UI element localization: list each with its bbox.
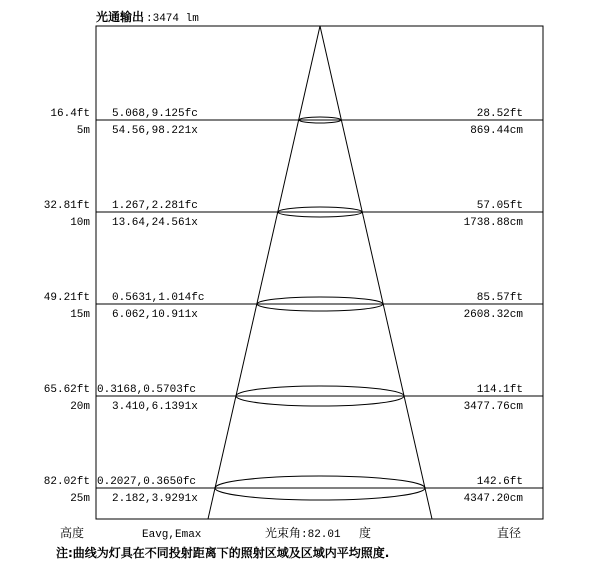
diameter-cm: 4347.20cm: [463, 493, 523, 505]
illuminance-fc: 0.5631,1.014fc: [112, 292, 205, 304]
diameter-ft: 57.05ft: [476, 200, 523, 212]
diameter-ft: 85.57ft: [476, 292, 523, 304]
illuminance-lx: 13.64,24.561x: [112, 217, 198, 229]
beam-angle-label: 光束角: [265, 526, 302, 540]
diameter-cm: 2608.32cm: [463, 309, 523, 321]
diameter-ft: 142.6ft: [476, 476, 523, 488]
diameter-cm: 1738.88cm: [463, 217, 523, 229]
illuminance-fc: 0.3168,0.5703fc: [97, 384, 197, 396]
title-value: :3474 lm: [146, 13, 199, 25]
illuminance-lx: 6.062,10.911x: [112, 309, 198, 321]
height-m: 20m: [70, 401, 90, 413]
footnote: 注:曲线为灯具在不同投射距离下的照射区域及区域内平均照度.: [56, 546, 390, 560]
title-label: 光通输出: [96, 10, 145, 24]
cone-left-edge: [208, 26, 320, 519]
row-5m: [50, 108, 543, 137]
diameter-cm: 3477.76cm: [463, 401, 523, 413]
row-10m: [44, 200, 543, 229]
diameter-ft: 28.52ft: [476, 108, 523, 120]
height-ft: 82.02ft: [43, 476, 90, 488]
cone-right-edge: [320, 26, 432, 519]
height-ft: 65.62ft: [43, 384, 90, 396]
diameter-column-label: 直径: [497, 526, 522, 540]
eavg-column-label: Eavg,Emax: [142, 529, 202, 541]
beam-angle-unit: 度: [359, 526, 372, 540]
illuminance-fc: 0.2027,0.3650fc: [97, 476, 197, 488]
height-ft: 16.4ft: [50, 108, 90, 120]
row-25m: [44, 476, 543, 505]
height-m: 25m: [70, 493, 90, 505]
diagram-frame: [96, 26, 543, 519]
height-ft: 32.81ft: [43, 200, 90, 212]
row-20m: [44, 384, 543, 413]
height-m: 5m: [76, 125, 90, 137]
height-m: 10m: [70, 217, 90, 229]
illuminance-lx: 3.410,6.1391x: [112, 401, 198, 413]
illuminance-fc: 1.267,2.281fc: [112, 200, 198, 212]
beam-angle-value: :82.01: [301, 529, 341, 541]
illuminance-fc: 5.068,9.125fc: [112, 108, 198, 120]
height-ft: 49.21ft: [43, 292, 90, 304]
height-m: 15m: [70, 309, 90, 321]
illuminance-lx: 2.182,3.9291x: [112, 493, 198, 505]
diameter-ft: 114.1ft: [476, 384, 523, 396]
illuminance-lx: 54.56,98.221x: [112, 125, 198, 137]
row-15m: [44, 292, 543, 321]
diameter-cm: 869.44cm: [470, 125, 523, 137]
height-column-label: 高度: [60, 526, 85, 540]
